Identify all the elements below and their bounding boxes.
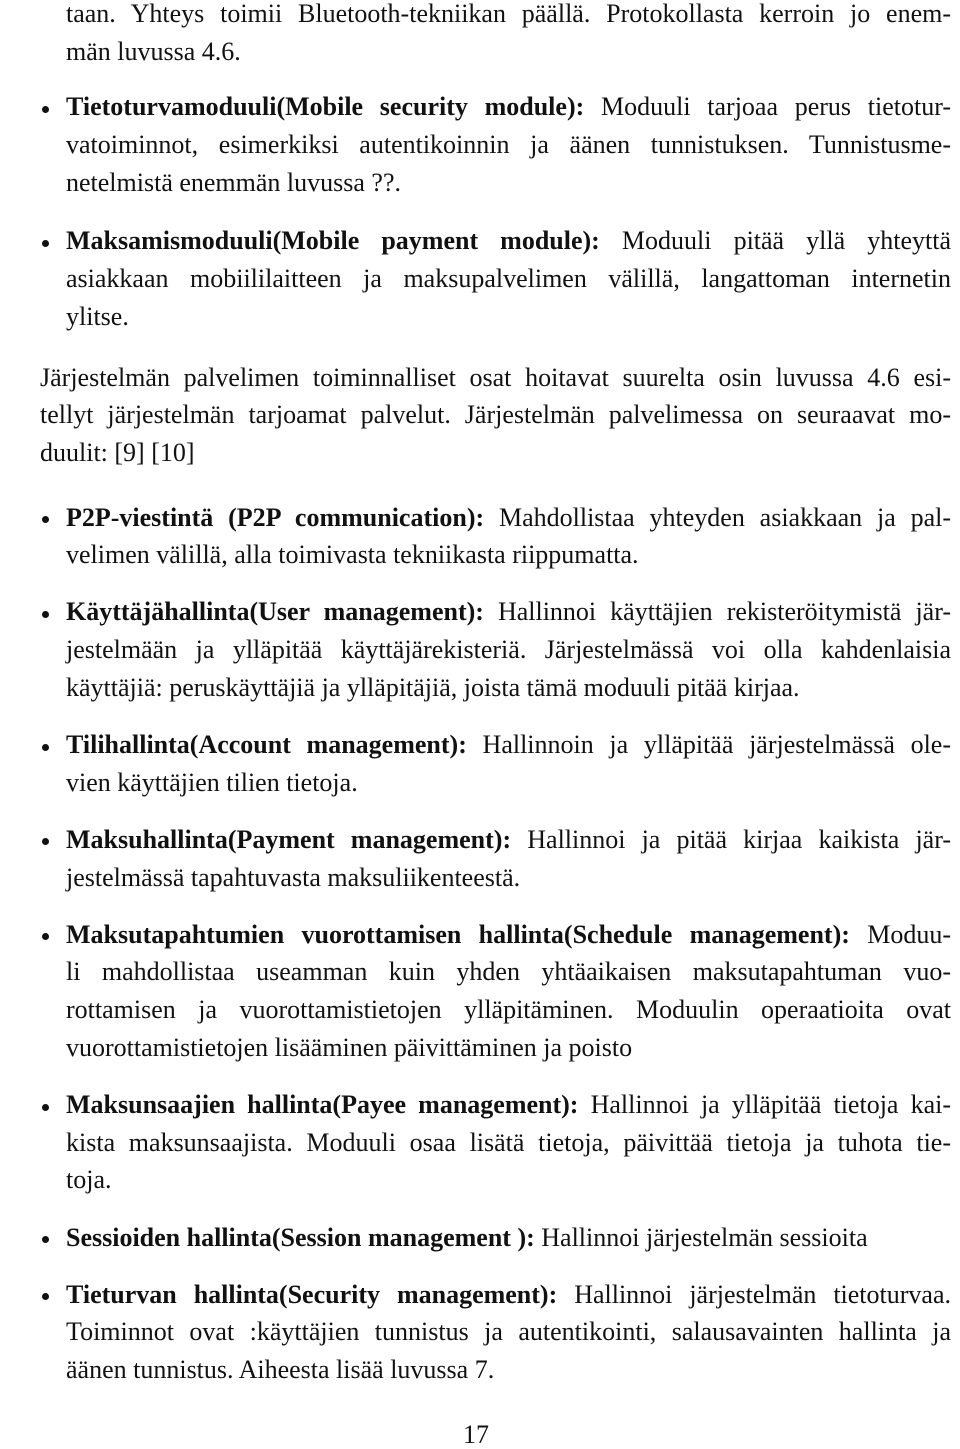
text-line: toja.	[66, 1165, 112, 1195]
item-text: Hallinnoi ja pitää kirjaa kaikista jär-	[527, 824, 952, 854]
text-line: rottamisen ja vuorottamistietojen ylläpitäminen. Moduulin operaatioita ovat	[66, 995, 951, 1025]
item-first-line	[66, 593, 951, 631]
item-label: Maksutapahtumien vuorottamisen hallinta(Schedule management):	[66, 919, 850, 949]
item-label: P2P-viestintä (P2P communication):	[66, 502, 485, 532]
text-line: li mahdollistaa useamman kuin yhden yhtäaikaisen maksutapahtuman vuo-	[66, 957, 951, 987]
text-line: män luvussa 4.6.	[66, 36, 241, 66]
list-item-payee-management	[66, 1086, 951, 1199]
item-first-line	[66, 1219, 951, 1257]
client-module-list	[0, 88, 960, 335]
text-line: taan. Yhteys toimii Bluetooth-tekniikan päällä. Protokollasta kerroin jo enem-	[66, 0, 951, 28]
text-line: jestelmään ja ylläpitää käyttäjärekisteriä. Järjestelmässä voi olla kahdenlaisia	[66, 635, 951, 665]
list-item-security-module	[66, 88, 951, 201]
item-text: Mahdollistaa yhteyden asiakkaan ja pal-	[498, 502, 951, 532]
item-text: Hallinnoi järjestelmän sessioita	[541, 1222, 868, 1252]
bullet-icon	[42, 1293, 49, 1300]
item-first-line	[66, 222, 951, 260]
list-item-continuation	[66, 0, 951, 70]
bullet-icon	[42, 106, 49, 113]
item-text: Moduuli tarjoaa perus tietotur-	[601, 92, 952, 122]
page-number: 17	[463, 1420, 489, 1449]
list-item-session-management	[66, 1219, 951, 1257]
item-label: Tieturvan hallinta(Security management):	[66, 1279, 558, 1309]
item-first-line	[66, 821, 951, 859]
list-item-user-management	[66, 593, 951, 706]
item-label: Tilihallinta(Account management):	[66, 730, 467, 759]
item-first-line	[66, 1086, 951, 1124]
item-label: Maksuhallinta(Payment management):	[66, 824, 512, 854]
list-item-payment-management	[66, 821, 951, 896]
text-line: vatoiminnot, esimerkiksi autentikoinnin ja äänen tunnistuksen. Tunnistusme-	[66, 130, 951, 160]
text-line: Toiminnot ovat :käyttäjien tunnistus ja autentikointi, salausavainten hallinta ja	[66, 1317, 951, 1347]
item-label: Tietoturvamoduuli(Mobile security module):	[66, 92, 585, 122]
item-label: Sessioiden hallinta(Session management ):	[66, 1222, 535, 1252]
item-label: Käyttäjähallinta(User management):	[66, 597, 484, 627]
text-line: vuorottamistietojen lisääminen päivittäminen ja poisto	[66, 1032, 633, 1062]
bullet-icon	[42, 240, 49, 247]
text-line: käyttäjiä: peruskäyttäjiä ja ylläpitäjiä, joista tämä moduuli pitää kirjaa.	[66, 672, 800, 702]
item-first-line	[66, 916, 951, 954]
item-text: Moduu-	[867, 919, 952, 949]
item-first-line	[66, 726, 951, 764]
item-first-line	[66, 1276, 951, 1314]
item-label: Maksunsaajien hallinta(Payee management):	[66, 1090, 579, 1119]
text-line: velimen välillä, alla toimivasta tekniikasta riippumatta.	[66, 540, 639, 570]
bullet-icon	[42, 933, 49, 940]
text-line: netelmistä enemmän luvussa ??.	[66, 167, 402, 197]
text-line: vien käyttäjien tilien tietoja.	[66, 767, 358, 797]
text-line: kista maksunsaajista. Moduuli osaa lisätä tietoja, päivittää tietoja ja tuhota tie-	[66, 1127, 951, 1157]
text-line: asiakkaan mobiililaitteen ja maksupalvelimen välillä, langattoman internetin	[66, 264, 951, 294]
item-label: Maksamismoduuli(Mobile payment module):	[66, 226, 600, 256]
item-first-line	[66, 499, 951, 537]
list-item-payment-module	[66, 222, 951, 335]
item-text: Hallinnoi ja ylläpitää tietoja kai-	[590, 1090, 952, 1119]
server-module-list	[0, 499, 960, 1389]
bullet-icon	[42, 611, 49, 618]
text-line: duulit: [9] [10]	[40, 437, 195, 467]
paragraph	[40, 359, 951, 472]
item-text: Hallinnoin ja ylläpitää järjestelmässä ole-	[482, 730, 951, 759]
list-item-account-management	[66, 726, 951, 801]
bullet-icon	[42, 1236, 49, 1243]
text-line: Järjestelmän palvelimen toiminnalliset osat hoitavat suurelta osin luvussa 4.6 esi-	[40, 362, 951, 392]
bullet-icon	[42, 838, 49, 845]
item-text: Hallinnoi järjestelmän tietoturvaa.	[574, 1279, 951, 1309]
item-text: Hallinnoi käyttäjien rekisteröitymistä jär-	[497, 597, 951, 627]
item-text: Moduuli pitää yllä yhteyttä	[621, 226, 951, 256]
text-line: äänen tunnistus. Aiheesta lisää luvussa 7.	[66, 1355, 495, 1385]
text-line: jestelmässä tapahtuvasta maksuliikenteestä.	[66, 862, 521, 892]
list-item-p2p	[66, 499, 951, 574]
item-first-line	[66, 88, 951, 126]
list-item-security-management	[66, 1276, 951, 1389]
bullet-icon	[42, 1104, 49, 1111]
bullet-icon	[42, 516, 49, 523]
bullet-icon	[42, 744, 49, 751]
text-line: tellyt järjestelmän tarjoamat palvelut. Järjestelmän palvelimessa on seuraavat mo-	[40, 400, 951, 430]
text-line: ylitse.	[66, 301, 129, 331]
list-item-schedule-management	[66, 916, 951, 1067]
